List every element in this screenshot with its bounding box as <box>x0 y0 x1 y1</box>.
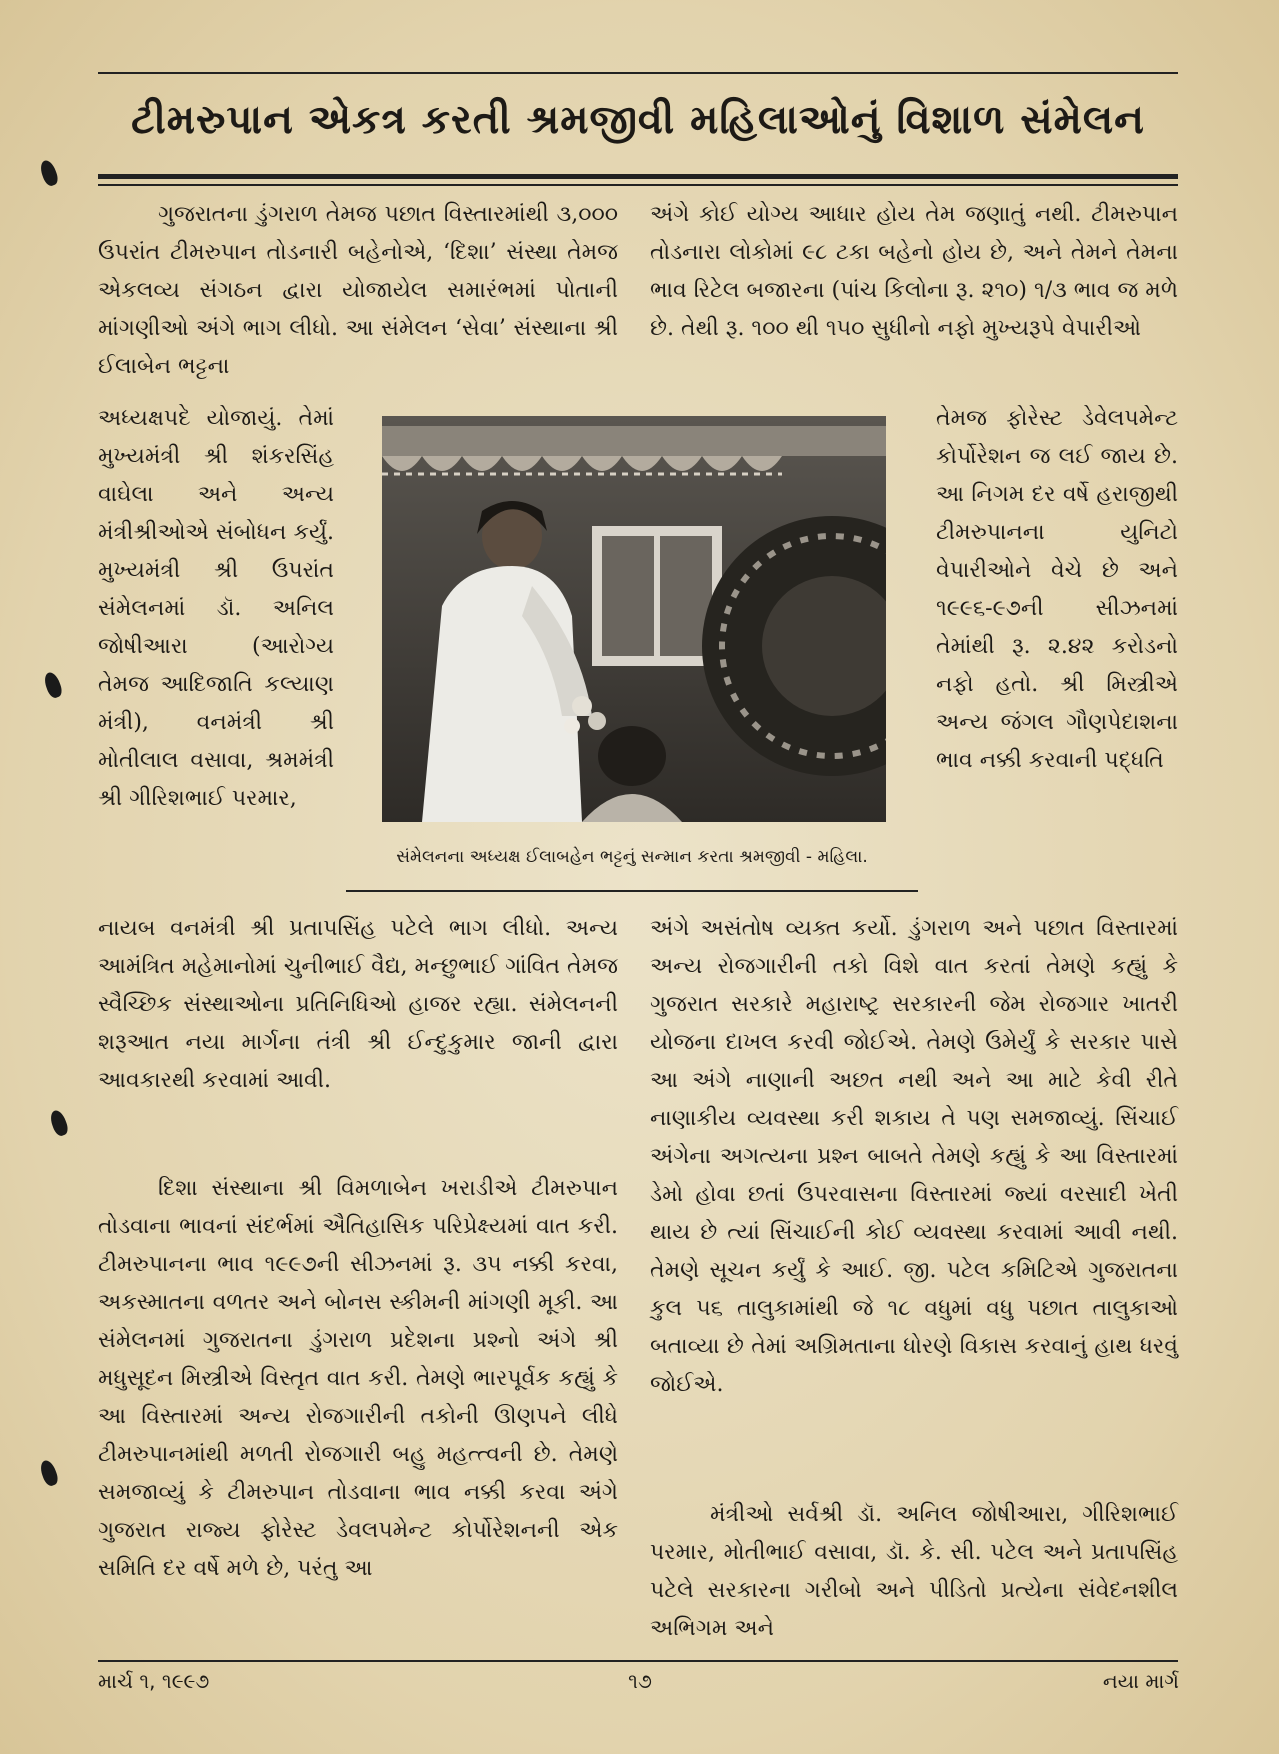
headline-rule-thick <box>98 174 1178 179</box>
left-intro-paragraph: ગુજરાતના ડુંગરાળ તેમજ પછાત વિસ્તારમાંથી ૩,૦૦૦ ઉપરાંત ટીમરુપાન તોડનારી બહેનોએ, ‘દિશા’ સંસ્થા તેમજ એકલવ્ય સંગઠન દ્વારા યોજાયેલ સમારંભમાં પોતાની માંગણીઓ અંગે ભાગ લીધો. આ સંમેલન ‘સેવા’ સંસ્થાના શ્રી ઈલાબેન ભટ્ટના <box>98 202 618 379</box>
top-rule <box>98 72 1178 74</box>
headline-rule-thin <box>98 184 1178 186</box>
right-narrow-paragraph: તેમજ ફોરેસ્ટ ડેવેલપમેન્ટ કોર્પોરેશન જ લઈ જાય છે. આ નિગમ દર વર્ષે હરાજીથી ટીમરુપાનના યુનિટો વેપારીઓને વેચે છે અને ૧૯૯૬-૯૭ની સીઝનમાં તેમાંથી રૂ. ૨.૪૨ કરોડનો નફો હતો. શ્રી મિસ્ત્રીએ અન્ય જંગલ ગૌણપેદાશના ભાવ નક્કી કરવાની પદ્ધતિ <box>936 406 1178 773</box>
binding-hole-mark <box>38 158 60 187</box>
binding-hole-mark <box>42 670 64 699</box>
left-after-photo-paragraph: નાયબ વનમંત્રી શ્રી પ્રતાપસિંહ પટેલે ભાગ લીધો. અન્ય આમંત્રિત મહેમાનોમાં ચુનીભાઈ વૈદ્ય, મન્છુભાઈ ગાંવિત તેમજ સ્વૈચ્છિક સંસ્થાઓના પ્રતિનિધિઓ હાજર રહ્યા. સંમેલનની શરૂઆત નયા માર્ગના તંત્રી શ્રી ઈન્દુકુમાર જાની દ્વારા આવકારથી કરવામાં આવી. <box>98 916 618 1093</box>
footer-date: માર્ચ ૧, ૧૯૯૭ <box>98 1669 210 1693</box>
caption-rule <box>346 890 918 892</box>
right-after-photo-paragraph: અંગે અસંતોષ વ્યક્ત કર્યો. ડુંગરાળ અને પછાત વિસ્તારમાં અન્ય રોજગારીની તકો વિશે વાત કરતાં તેમણે કહ્યું કે ગુજરાત સરકારે મહારાષ્ટ્ર સરકારની જેમ રોજગાર ખાતરી યોજના દાખલ કરવી જોઈએ. તેમણે ઉમેર્યું કે સરકાર પાસે આ અંગે નાણાની અછત નથી અને આ માટે કેવી રીતે નાણાકીય વ્યવસ્થા કરી શકાય તે પણ સમજાવ્યું. સિંચાઈ અંગેના અગત્યના પ્રશ્ન બાબતે તેમણે કહ્યું કે આ વિસ્તારમાં ડેમો હોવા છતાં ઉપરવાસના વિસ્તારમાં જ્યાં વરસાદી ખેતી થાય છે ત્યાં સિંચાઈની કોઈ વ્યવસ્થા કરવામાં આવી નથી. તેમણે સૂચન કર્યું કે આઈ. જી. પટેલ કમિટિએ ગુજરાતના કુલ ૫૬ તાલુકામાંથી જે ૧૮ વધુમાં વધુ પછાત તાલુકાઓ બતાવ્યા છે તેમાં અગ્રિમતાના ધોરણે વિકાસ કરવાનું હાથ ધરવું જોઈએ. <box>650 916 1178 1397</box>
binding-hole-mark <box>38 1458 60 1487</box>
binding-hole-mark <box>48 1108 70 1137</box>
page-number: ૧૭ <box>628 1669 652 1693</box>
right-second-paragraph: મંત્રીઓ સર્વશ્રી ડૉ. અનિલ જોષીઆરા, ગીરિશભાઈ પરમાર, મોતીભાઈ વસાવા, ડૉ. કે. સી. પટેલ અને પ્રતાપસિંહ પટેલે સરકારના ગરીબો અને પીડિતો પ્રત્યેના સંવેદનશીલ અભિગમ અને <box>650 1502 1178 1641</box>
footer-rule <box>98 1660 1178 1662</box>
publication-name: નયા માર્ગ <box>1102 1669 1179 1693</box>
left-second-paragraph: દિશા સંસ્થાના શ્રી વિમળાબેન ખરાડીએ ટીમરુપાન તોડવાના ભાવનાં સંદર્ભમાં ઐતિહાસિક પરિપ્રેક્ષ્યમાં વાત કરી. ટીમરુપાનના ભાવ ૧૯૯૭ની સીઝનમાં રૂ. ૩૫ નક્કી કરવા, અકસ્માતના વળતર અને બોનસ સ્કીમની માંગણી મૂકી. આ સંમેલનમાં ગુજરાતના ડુંગરાળ પ્રદેશના પ્રશ્નો અંગે શ્રી મધુસૂદન મિસ્ત્રીએ વિસ્તૃત વાત કરી. તેમણે ભારપૂર્વક કહ્યું કે આ વિસ્તારમાં અન્ય રોજગારીની તકોની ઊણપને લીધે ટીમરુપાનમાંથી મળતી રોજગારી બહુ મહત્ત્વની છે. તેમણે સમજાવ્યું કે ટીમરુપાન તોડવાના ભાવ નક્કી કરવા અંગે ગુજરાત રાજ્ય ફોરેસ્ટ ડેવલપમેન્ટ કોર્પોરેશનની એક સમિતિ દર વર્ષે મળે છે, પરંતુ આ <box>98 1176 618 1581</box>
left-narrow-paragraph: અધ્યક્ષપદે યોજાયું. તેમાં મુખ્યમંત્રી શ્રી શંકરસિંહ વાઘેલા અને અન્ય મંત્રીશ્રીઓએ સંબોધન કર્યું. મુખ્યમંત્રી શ્રી ઉપરાંત સંમેલનમાં ડૉ. અનિલ જોષીઆરા (આરોગ્ય તેમજ આદિજાતિ કલ્યાણ મંત્રી), વનમંત્રી શ્રી મોતીલાલ વસાવા, શ્રમમંત્રી શ્રી ગીરિશભાઈ પરમાર, <box>98 406 334 811</box>
event-photograph <box>382 416 886 822</box>
photo-illustration <box>382 416 886 822</box>
article-headline: ટીમરુપાન એકત્ર કરતી શ્રમજીવી મહિલાઓનું વિશાળ સંમેલન <box>131 97 1145 143</box>
right-intro-paragraph: અંગે કોઈ યોગ્ય આધાર હોય તેમ જણાતું નથી. ટીમરુપાન તોડનારા લોકોમાં ૯૮ ટકા બહેનો હોય છે, અને તેમને તેમના ભાવ રિટેલ બજારના (પાંચ કિલોના રૂ. ૨૧૦) ૧/૩ ભાવ જ મળે છે. તેથી રૂ. ૧૦૦ થી ૧૫૦ સુધીનો નફો મુખ્યરૂપે વેપારીઓ <box>650 202 1178 341</box>
photo-caption: સંમેલનના અધ્યક્ષ ઈલાબહેન ભટ્ટનું સન્માન કરતા શ્રમજીવી - મહિલા. <box>396 847 868 867</box>
